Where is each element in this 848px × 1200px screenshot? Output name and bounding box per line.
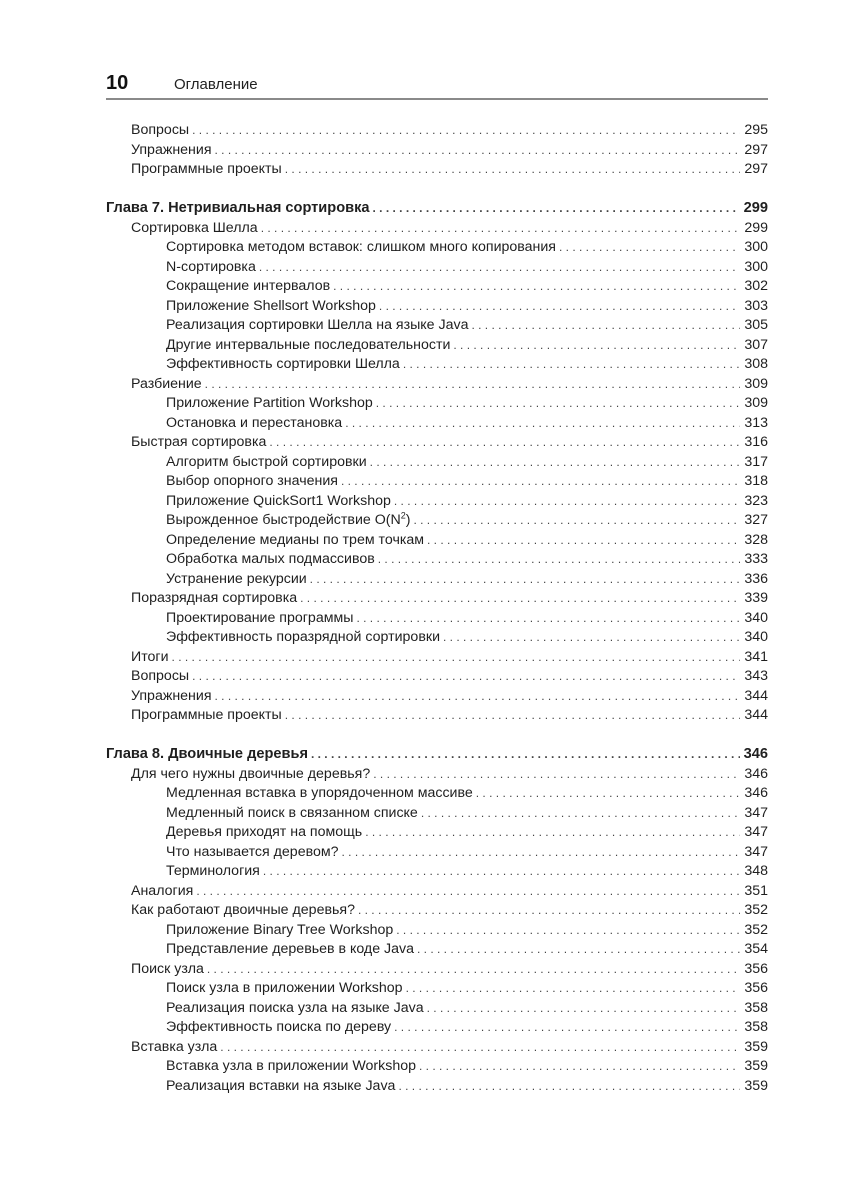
entry-title-superscript: 2 bbox=[400, 511, 406, 521]
entry-title: Разбиение bbox=[131, 375, 205, 395]
entry-title: Для чего нужны двоичные деревья? bbox=[131, 765, 373, 785]
toc-entry[interactable] bbox=[106, 336, 768, 356]
leader-dots bbox=[285, 706, 741, 726]
page-number: 10 bbox=[106, 72, 129, 94]
entry-title: Вставка узла bbox=[131, 1038, 220, 1058]
entry-title: Что называется деревом? bbox=[166, 843, 342, 863]
entry-page: 344 bbox=[740, 687, 768, 707]
leader-dots bbox=[310, 570, 741, 590]
toc-entry[interactable] bbox=[106, 765, 768, 785]
entry-title: Приложение QuickSort1 Workshop bbox=[166, 492, 394, 512]
toc-entry[interactable] bbox=[106, 979, 768, 999]
entry-page: 356 bbox=[740, 979, 768, 999]
toc-entry[interactable] bbox=[106, 921, 768, 941]
toc-entry[interactable] bbox=[106, 1038, 768, 1058]
toc-entry[interactable] bbox=[106, 316, 768, 336]
entry-title: Приложение Binary Tree Workshop bbox=[166, 921, 396, 941]
leader-dots bbox=[269, 433, 740, 453]
toc-chapter-7[interactable] bbox=[106, 199, 768, 219]
entry-page: 323 bbox=[740, 492, 768, 512]
leader-dots bbox=[370, 453, 741, 473]
entry-page: 359 bbox=[740, 1057, 768, 1077]
leader-dots bbox=[376, 394, 741, 414]
chapter-title: Глава 8. Двоичные деревья bbox=[106, 745, 311, 765]
entry-title: Приложение Shellsort Workshop bbox=[166, 297, 379, 317]
leader-dots bbox=[192, 121, 740, 141]
entry-page: 309 bbox=[740, 394, 768, 414]
entry-title: Сортировка методом вставок: слишком много копирования bbox=[166, 238, 559, 258]
leader-dots bbox=[453, 336, 740, 356]
leader-dots bbox=[476, 784, 741, 804]
entry-title: Деревья приходят на помощь bbox=[166, 823, 365, 843]
toc-entry[interactable] bbox=[106, 141, 768, 161]
toc-entry[interactable] bbox=[106, 823, 768, 843]
toc-entry[interactable] bbox=[106, 843, 768, 863]
entry-title: Аналогия bbox=[131, 882, 196, 902]
toc-chapter-8[interactable] bbox=[106, 745, 768, 765]
toc-entry[interactable] bbox=[106, 258, 768, 278]
entry-title: Программные проекты bbox=[131, 160, 285, 180]
entry-page: 352 bbox=[740, 921, 768, 941]
toc-entry[interactable] bbox=[106, 570, 768, 590]
toc-entry[interactable] bbox=[106, 414, 768, 434]
leader-dots bbox=[285, 160, 741, 180]
toc-entry[interactable] bbox=[106, 511, 768, 531]
entry-title: Как работают двоичные деревья? bbox=[131, 901, 358, 921]
entry-page: 340 bbox=[740, 609, 768, 629]
toc-entry[interactable] bbox=[106, 472, 768, 492]
entry-title: Вопросы bbox=[131, 667, 192, 687]
leader-dots bbox=[261, 219, 741, 239]
leader-dots bbox=[345, 414, 740, 434]
entry-page: 303 bbox=[740, 297, 768, 317]
leader-dots bbox=[413, 511, 740, 531]
toc-entry[interactable] bbox=[106, 375, 768, 395]
entry-title: Другие интервальные последовательности bbox=[166, 336, 453, 356]
entry-title: Реализация поиска узла на языке Java bbox=[166, 999, 427, 1019]
leader-dots bbox=[172, 648, 741, 668]
toc-entry[interactable] bbox=[106, 277, 768, 297]
entry-title: Алгоритм быстрой сортировки bbox=[166, 453, 370, 473]
leader-dots bbox=[443, 628, 740, 648]
leader-dots bbox=[205, 375, 741, 395]
entry-title: Терминология bbox=[166, 862, 263, 882]
toc-entry[interactable] bbox=[106, 121, 768, 141]
entry-page: 354 bbox=[740, 940, 768, 960]
toc-entry[interactable] bbox=[106, 901, 768, 921]
leader-dots bbox=[427, 531, 740, 551]
entry-page: 299 bbox=[740, 219, 768, 239]
entry-page: 309 bbox=[740, 375, 768, 395]
leader-dots bbox=[311, 745, 740, 765]
entry-title: Медленный поиск в связанном списке bbox=[166, 804, 421, 824]
entry-title: Эффективность сортировки Шелла bbox=[166, 355, 403, 375]
entry-page: 339 bbox=[740, 589, 768, 609]
toc-section-chapter8 bbox=[106, 765, 768, 1097]
entry-title: Эффективность поиска по дереву bbox=[166, 1018, 394, 1038]
toc-entry[interactable] bbox=[106, 297, 768, 317]
toc-entry[interactable] bbox=[106, 394, 768, 414]
entry-title: Определение медианы по трем точкам bbox=[166, 531, 427, 551]
entry-title: Реализация сортировки Шелла на языке Java bbox=[166, 316, 471, 336]
toc-entry[interactable] bbox=[106, 531, 768, 551]
toc-section-chapter7 bbox=[106, 219, 768, 726]
toc-entry[interactable] bbox=[106, 648, 768, 668]
toc-entry[interactable] bbox=[106, 433, 768, 453]
toc-entry[interactable] bbox=[106, 160, 768, 180]
toc-entry[interactable] bbox=[106, 550, 768, 570]
entry-page: 333 bbox=[740, 550, 768, 570]
entry-page: 340 bbox=[740, 628, 768, 648]
toc-entry[interactable] bbox=[106, 1018, 768, 1038]
entry-page: 297 bbox=[740, 160, 768, 180]
running-title: Оглавление bbox=[174, 76, 258, 93]
entry-page: 356 bbox=[740, 960, 768, 980]
entry-page: 359 bbox=[740, 1038, 768, 1058]
section-gap bbox=[106, 180, 768, 200]
leader-dots bbox=[333, 277, 740, 297]
entry-page: 318 bbox=[740, 472, 768, 492]
entry-page: 358 bbox=[740, 1018, 768, 1038]
entry-page: 297 bbox=[740, 141, 768, 161]
entry-title: Представление деревьев в коде Java bbox=[166, 940, 417, 960]
entry-page: 351 bbox=[740, 882, 768, 902]
leader-dots bbox=[403, 355, 741, 375]
entry-title-suffix: ) bbox=[405, 512, 411, 528]
entry-page: 336 bbox=[740, 570, 768, 590]
entry-page: 313 bbox=[740, 414, 768, 434]
entry-title: Устранение рекурсии bbox=[166, 570, 310, 590]
leader-dots bbox=[421, 804, 741, 824]
toc-entry[interactable] bbox=[106, 589, 768, 609]
entry-title: Выбор опорного значения bbox=[166, 472, 341, 492]
leader-dots bbox=[215, 141, 741, 161]
leader-dots bbox=[220, 1038, 740, 1058]
leader-dots bbox=[396, 921, 740, 941]
entry-page: 344 bbox=[740, 706, 768, 726]
leader-dots bbox=[379, 297, 740, 317]
toc-entry[interactable] bbox=[106, 862, 768, 882]
entry-title: Проектирование программы bbox=[166, 609, 356, 629]
chapter-page: 346 bbox=[740, 745, 768, 765]
entry-title: Остановка и перестановка bbox=[166, 414, 345, 434]
entry-title: Поиск узла в приложении Workshop bbox=[166, 979, 406, 999]
leader-dots bbox=[559, 238, 740, 258]
entry-title: Упражнения bbox=[131, 687, 215, 707]
entry-title: Медленная вставка в упорядоченном массиве bbox=[166, 784, 476, 804]
entry-page: 328 bbox=[740, 531, 768, 551]
entry-title: Сокращение интервалов bbox=[166, 277, 333, 297]
toc-entry[interactable] bbox=[106, 1077, 768, 1097]
leader-dots bbox=[394, 492, 740, 512]
leader-dots bbox=[365, 823, 740, 843]
toc-entry[interactable] bbox=[106, 1057, 768, 1077]
entry-title: Программные проекты bbox=[131, 706, 285, 726]
leader-dots bbox=[398, 1077, 740, 1097]
leader-dots bbox=[300, 589, 740, 609]
entry-page: 300 bbox=[740, 238, 768, 258]
entry-title: Эффективность поразрядной сортировки bbox=[166, 628, 443, 648]
toc-entry[interactable] bbox=[106, 609, 768, 629]
chapter-page: 299 bbox=[740, 199, 768, 219]
entry-page: 316 bbox=[740, 433, 768, 453]
entry-page: 358 bbox=[740, 999, 768, 1019]
toc-entry[interactable] bbox=[106, 960, 768, 980]
leader-dots bbox=[406, 979, 741, 999]
entry-title: Обработка малых подмассивов bbox=[166, 550, 378, 570]
toc-entry[interactable] bbox=[106, 453, 768, 473]
entry-page: 347 bbox=[740, 843, 768, 863]
toc-entry[interactable] bbox=[106, 667, 768, 687]
entry-page: 343 bbox=[740, 667, 768, 687]
leader-dots bbox=[358, 901, 740, 921]
toc-entry[interactable] bbox=[106, 784, 768, 804]
entry-page: 300 bbox=[740, 258, 768, 278]
entry-title: Поразрядная сортировка bbox=[131, 589, 300, 609]
entry-page: 302 bbox=[740, 277, 768, 297]
entry-title: Вставка узла в приложении Workshop bbox=[166, 1057, 419, 1077]
toc-entry[interactable] bbox=[106, 687, 768, 707]
leader-dots bbox=[419, 1057, 740, 1077]
toc-entry[interactable] bbox=[106, 628, 768, 648]
entry-title: Сортировка Шелла bbox=[131, 219, 261, 239]
running-header bbox=[106, 70, 768, 100]
leader-dots bbox=[394, 1018, 740, 1038]
leader-dots bbox=[427, 999, 741, 1019]
entry-page: 346 bbox=[740, 784, 768, 804]
entry-page: 352 bbox=[740, 901, 768, 921]
entry-page: 305 bbox=[740, 316, 768, 336]
leader-dots bbox=[471, 316, 740, 336]
entry-title: Вопросы bbox=[131, 121, 192, 141]
toc-entry[interactable] bbox=[106, 882, 768, 902]
toc-entry[interactable] bbox=[106, 940, 768, 960]
entry-title: N-сортировка bbox=[166, 258, 259, 278]
toc-entry[interactable] bbox=[106, 706, 768, 726]
leader-dots bbox=[263, 862, 740, 882]
leader-dots bbox=[378, 550, 741, 570]
entry-title: Поиск узла bbox=[131, 960, 207, 980]
table-of-contents bbox=[106, 121, 768, 1096]
entry-page: 308 bbox=[740, 355, 768, 375]
entry-title: Итоги bbox=[131, 648, 172, 668]
toc-entry[interactable] bbox=[106, 219, 768, 239]
leader-dots bbox=[417, 940, 740, 960]
toc-section-chapter6-tail bbox=[106, 121, 768, 180]
leader-dots bbox=[215, 687, 741, 707]
leader-dots bbox=[373, 199, 740, 219]
leader-dots bbox=[196, 882, 740, 902]
toc-entry[interactable] bbox=[106, 238, 768, 258]
entry-page: 348 bbox=[740, 862, 768, 882]
leader-dots bbox=[373, 765, 740, 785]
entry-title: Реализация вставки на языке Java bbox=[166, 1077, 398, 1097]
leader-dots bbox=[356, 609, 740, 629]
leader-dots bbox=[192, 667, 740, 687]
entry-title: Приложение Partition Workshop bbox=[166, 394, 376, 414]
entry-page: 359 bbox=[740, 1077, 768, 1097]
toc-entry[interactable] bbox=[106, 999, 768, 1019]
entry-page: 307 bbox=[740, 336, 768, 356]
entry-page: 347 bbox=[740, 823, 768, 843]
entry-page: 295 bbox=[740, 121, 768, 141]
toc-entry[interactable] bbox=[106, 355, 768, 375]
chapter-title: Глава 7. Нетривиальная сортировка bbox=[106, 199, 373, 219]
leader-dots bbox=[207, 960, 740, 980]
toc-entry[interactable] bbox=[106, 492, 768, 512]
entry-page: 341 bbox=[740, 648, 768, 668]
entry-title: Вырожденное быстродействие $O(N^2)$ bbox=[166, 511, 413, 531]
toc-entry[interactable] bbox=[106, 804, 768, 824]
section-gap bbox=[106, 726, 768, 746]
entry-title: Упражнения bbox=[131, 141, 215, 161]
entry-page: 347 bbox=[740, 804, 768, 824]
entry-title: Быстрая сортировка bbox=[131, 433, 269, 453]
leader-dots bbox=[341, 472, 740, 492]
leader-dots bbox=[259, 258, 740, 278]
entry-page: 317 bbox=[740, 453, 768, 473]
entry-page: 346 bbox=[740, 765, 768, 785]
leader-dots bbox=[342, 843, 741, 863]
entry-page: 327 bbox=[740, 511, 768, 531]
